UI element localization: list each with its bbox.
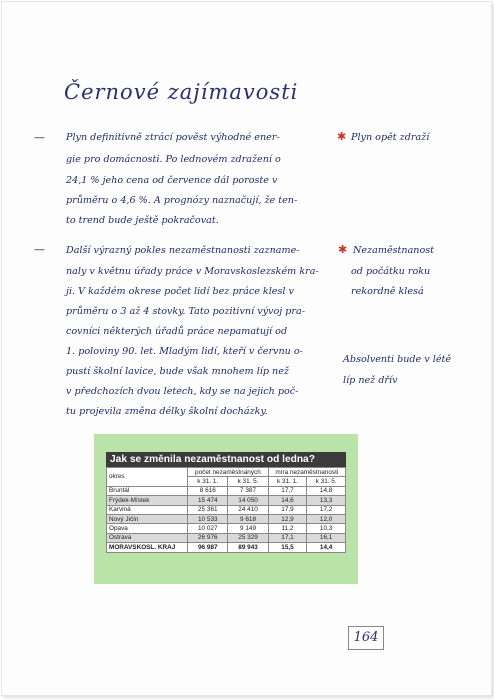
cell-value: 10,3 <box>307 524 346 533</box>
table-row-total <box>107 543 346 552</box>
column-header-okres: okres <box>107 468 188 487</box>
table-row <box>107 496 346 505</box>
table-row <box>107 515 346 524</box>
bullet-dash: — <box>34 131 45 144</box>
table-clipping <box>94 434 358 584</box>
cell-okres: Nový Jičín <box>107 515 188 524</box>
paragraph2-line: covníci některých úřadů práce nepamatují od <box>66 326 288 337</box>
paragraph2-line: v předchozích dvou letech, kdy se na jejich poč- <box>66 386 299 397</box>
margin-note: Absolventi bude v létě <box>343 354 452 365</box>
cell-value: 17,7 <box>268 486 307 495</box>
paragraph2-line: Další výrazný pokles nezaměstnanosti zazname- <box>66 245 300 256</box>
cell-value: 96 987 <box>188 543 228 552</box>
cell-value: 14 050 <box>228 496 268 505</box>
cell-value: 9 618 <box>228 515 268 524</box>
paragraph1-line: Plyn definitivně ztrácí pověst výhodné ener- <box>66 132 280 143</box>
table-row <box>107 533 346 542</box>
table-row <box>107 505 346 514</box>
paragraph1-line: gie pro domácnosti. Po lednovém zdražení o <box>66 154 281 165</box>
cell-value: 14,4 <box>307 543 346 552</box>
paragraph2-line: ji. V každém okrese počet lidí bez práce klesl v <box>66 286 294 297</box>
column-subheader: k 31. 5. <box>228 477 268 486</box>
cell-value: 17,2 <box>307 505 346 514</box>
column-group-header: míra nezaměstnanosti <box>268 468 345 477</box>
cell-okres: Bruntál <box>107 486 188 495</box>
cell-okres: Ostrava <box>107 533 188 542</box>
column-subheader: k 31. 5. <box>307 477 346 486</box>
cell-value: 9 149 <box>228 524 268 533</box>
paragraph2-line: pustí školní lavice, bude však mnohem líp než <box>66 366 289 377</box>
cell-value: 7 387 <box>228 486 268 495</box>
cell-value: 24 410 <box>228 505 268 514</box>
cell-okres: MORAVSKOSL. KRAJ <box>107 543 188 552</box>
data-table <box>106 467 346 553</box>
page-number: 164 <box>348 626 384 650</box>
cell-value: 12,9 <box>268 515 307 524</box>
cell-value: 25 329 <box>228 533 268 542</box>
cell-value: 89 943 <box>228 543 268 552</box>
cell-okres: Frýdek-Místek <box>107 496 188 505</box>
paragraph2-line: průměru o 3 až 4 stovky. Tato pozitivní vývoj pra- <box>66 306 305 317</box>
cell-value: 17,1 <box>268 533 307 542</box>
margin-note: od počátku roku <box>351 266 431 277</box>
cell-value: 13,3 <box>307 496 346 505</box>
cell-value: 10 533 <box>188 515 228 524</box>
paragraph1-line: 24,1 % jeho cena od července dál poroste v <box>66 175 278 186</box>
asterisk-icon: ✱ <box>338 243 348 256</box>
paragraph2-line: 1. poloviny 90. let. Mladým lidí, kteří v červnu o- <box>66 346 303 357</box>
margin-note: Nezaměstnanost <box>353 245 435 256</box>
cell-value: 14,8 <box>307 486 346 495</box>
cell-value: 17,9 <box>268 505 307 514</box>
column-group-header: počet nezaměstnaných <box>188 468 269 477</box>
paragraph2-line: tu projevila změna délky školní docházky. <box>66 406 268 417</box>
bullet-dash: — <box>34 243 45 256</box>
cell-value: 26 976 <box>188 533 228 542</box>
cell-value: 12,0 <box>307 515 346 524</box>
cell-value: 25 361 <box>188 505 228 514</box>
cell-okres: Karviná <box>107 505 188 514</box>
margin-note: Plyn opět zdraží <box>351 132 430 143</box>
column-subheader: k 31. 1. <box>268 477 307 486</box>
margin-note: rekordně klesá <box>351 286 424 297</box>
asterisk-icon: ✱ <box>337 130 347 143</box>
table-title: Jak se změnila nezaměstnanost od ledna? <box>106 452 346 467</box>
table-row <box>107 486 346 495</box>
paragraph1-line: to trend bude ještě pokračovat. <box>66 215 219 226</box>
cell-value: 10 027 <box>188 524 228 533</box>
page-title: Černové zajímavosti <box>64 80 299 104</box>
cell-value: 15,5 <box>268 543 307 552</box>
cell-value: 14,6 <box>268 496 307 505</box>
table-row <box>107 524 346 533</box>
cell-value: 8 616 <box>188 486 228 495</box>
unemployment-table <box>106 452 346 553</box>
paragraph1-line: průměru o 4,6 %. A prognózy naznačují, že ten- <box>66 195 298 206</box>
margin-note: líp než dřív <box>343 375 398 386</box>
cell-value: 15 474 <box>188 496 228 505</box>
cell-okres: Opava <box>107 524 188 533</box>
cell-value: 11,2 <box>268 524 307 533</box>
paragraph2-line: naly v květnu úřady práce v Moravskoslezském kra- <box>66 266 319 277</box>
document-page <box>1 1 492 696</box>
column-subheader: k 31. 1. <box>188 477 228 486</box>
cell-value: 16,1 <box>307 533 346 542</box>
